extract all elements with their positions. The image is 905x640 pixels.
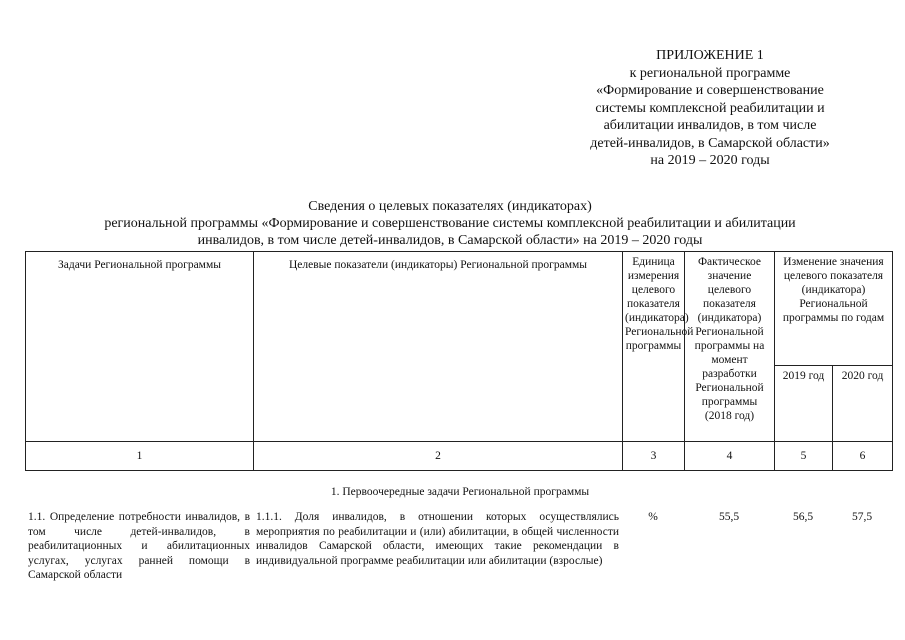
document-title [40, 198, 860, 249]
column-number: 1 [26, 442, 254, 471]
indicators-table-header [25, 251, 893, 471]
appendix-line: абилитации инвалидов, в том числе [603, 118, 817, 133]
appendix-line: системы комплексной реабилитации и [595, 100, 825, 116]
header-year-2020: 2020 год [833, 366, 893, 442]
title-line: Сведения о целевых показателях (индикаторах) [308, 199, 592, 214]
column-number: 4 [685, 442, 775, 471]
header-year-2019: 2019 год [775, 366, 833, 442]
title-line: инвалидов, в том числе детей-инвалидов, в Самарской области» на 2019 – 2020 годы [197, 233, 703, 248]
column-number: 6 [833, 442, 893, 471]
column-number: 3 [623, 442, 685, 471]
indicators-table-body [25, 510, 892, 583]
header-actual: Фактическое значение целевого показателя (индикатора) Региональной программы на момент разработки Региональной программы (2018 год) [685, 252, 775, 442]
appendix-label: ПРИЛОЖЕНИЕ 1 [656, 48, 764, 63]
appendix-line: детей-инвалидов, в Самарской области» [590, 135, 830, 151]
unit-cell: % [648, 511, 658, 523]
value-2020-cell: 57,5 [851, 511, 873, 523]
column-number: 2 [254, 442, 623, 471]
header-unit: Единица измерения целевого показателя (индикатора) Региональной программы [623, 252, 685, 442]
appendix-line: к региональной программе [629, 65, 791, 81]
title-line: региональной программы «Формирование и совершенствование системы комплексной реабилитации и абилитации [104, 216, 796, 231]
section-title: 1. Первоочередные задачи Региональной программы [330, 486, 590, 498]
value-2019-cell: 56,5 [792, 511, 814, 523]
appendix-line: «Формирование и совершенствование [596, 83, 824, 98]
actual-value-cell: 55,5 [718, 511, 740, 523]
appendix-line: на 2019 – 2020 годы [650, 153, 770, 168]
header-change: Изменение значения целевого показателя (индикатора) Региональной программы по годам [775, 252, 893, 366]
task-cell: 1.1. Определение потребности инвалидов, в том числе детей-инвалидов, в реабилитационных и абилитационных услугах, услугах ранней помощи в Самарской области [28, 511, 250, 581]
header-indicators: Целевые показатели (индикаторы) Региональной программы [254, 252, 623, 442]
header-tasks: Задачи Региональной программы [26, 252, 254, 442]
table-row [25, 510, 892, 583]
column-number: 5 [775, 442, 833, 471]
appendix-header [560, 47, 860, 170]
indicator-cell: 1.1.1. Доля инвалидов, в отношении которых осуществлялись мероприятия по реабилитации и (или) абилитации, в общей численности инвалидов Самарской области, имеющих такие рекомендации в индивидуальной программе реабилитации или абилитации (взрослые) [256, 511, 619, 567]
